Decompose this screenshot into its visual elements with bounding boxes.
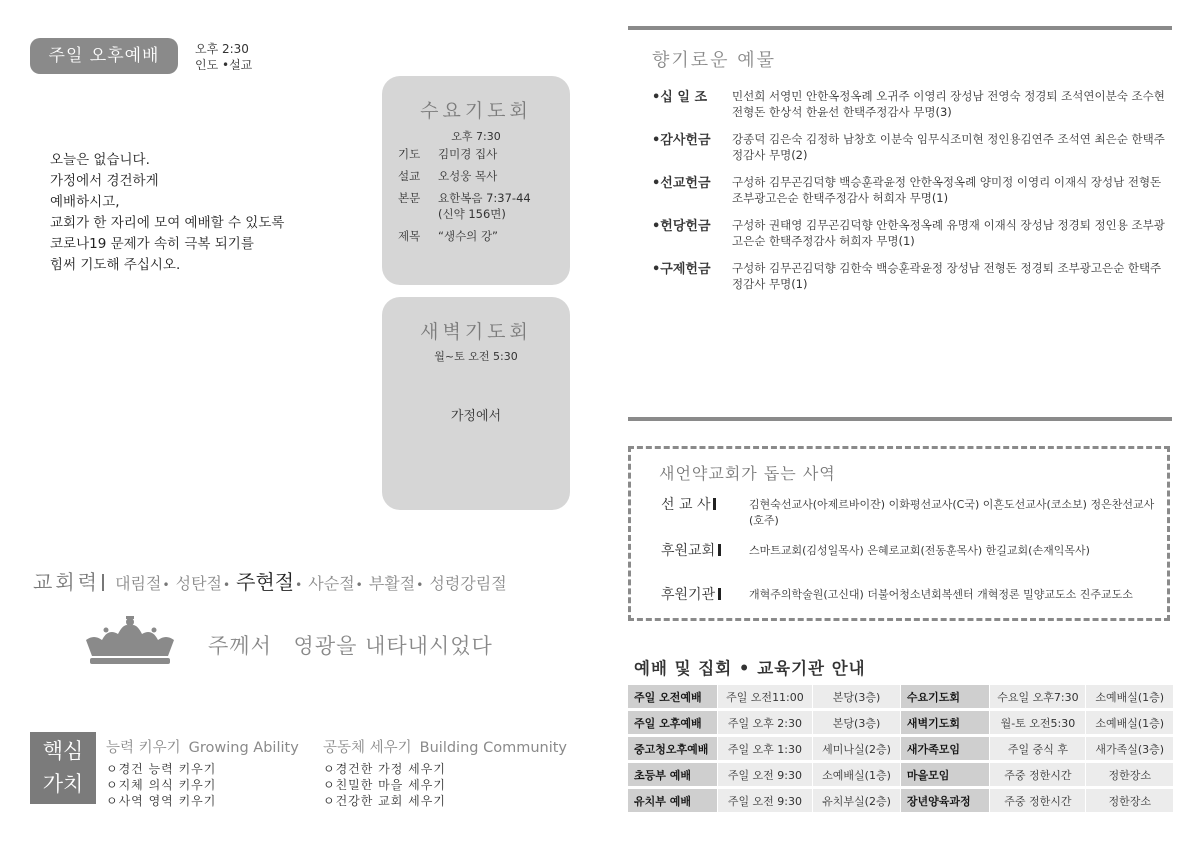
afternoon-service-info <box>195 41 252 73</box>
table-row <box>628 789 1174 812</box>
label-bar <box>718 588 721 600</box>
meeting-name: 주일 오전예배 <box>628 685 718 708</box>
detail-value: “생수의 강” <box>438 229 499 243</box>
offering-building <box>652 217 1172 249</box>
afternoon-service-badge: 주일 오후예배 <box>30 38 178 74</box>
supported-ministries-box <box>628 446 1170 621</box>
label-bar <box>718 544 721 556</box>
core-values-badge <box>30 732 96 804</box>
offering-label: •구제헌금 <box>652 262 711 277</box>
season-easter: 부활절 <box>368 574 416 593</box>
bullet-dot: • <box>295 578 303 592</box>
label-text: 후원교회 <box>661 543 716 559</box>
wednesday-prayer-card <box>382 76 570 285</box>
afternoon-time: 오후 2:30 <box>195 42 249 56</box>
offering-names: 민선희 서영민 안한옥정옥례 오귀주 이영리 장성남 전영숙 정경퇴 조석연이분숙 조수현 전형돈 한상석 한윤선 한택주정감사 무명(3) <box>732 89 1165 119</box>
meeting-name: 수요기도회 <box>901 685 991 708</box>
core-value-item: ㅇ경건 능력 키우기 <box>106 762 217 776</box>
meeting-place: 정한장소 <box>1086 789 1174 812</box>
meeting-time: 주일 오후 1:30 <box>718 737 814 760</box>
season-christmas: 성탄절 <box>175 574 222 593</box>
meeting-name: 마을모임 <box>901 763 991 786</box>
scripture-page: (신약 156면) <box>438 207 506 221</box>
message-line: 예배하시고, <box>50 194 120 210</box>
meeting-time: 주일 오전 9:30 <box>718 763 814 786</box>
offerings-list <box>652 88 1172 303</box>
section-rule <box>628 417 1172 421</box>
offerings-title: 향기로운 예물 <box>652 50 777 71</box>
message-line: 코로나19 문제가 속히 극복 되기를 <box>50 236 254 252</box>
title-ko: 능력 키우기 <box>106 740 181 756</box>
meeting-place: 세미나실(2층) <box>813 737 901 760</box>
offering-relief <box>652 260 1172 292</box>
ministry-missionaries <box>661 496 1159 529</box>
core-value-title <box>323 736 567 757</box>
core-value-item: ㅇ지체 의식 키우기 <box>106 778 217 792</box>
bullet-dot: • <box>355 578 363 592</box>
title-en: Building Community <box>419 740 568 756</box>
message-line: 가정에서 경건하게 <box>50 173 159 189</box>
season-pentecost: 성령강림절 <box>429 574 507 593</box>
detail-row-text <box>398 190 564 228</box>
table-row <box>628 763 1174 786</box>
offering-names: 구성하 권태영 김무곤김덕향 안한옥정옥례 유명재 이재식 장성남 정경퇴 정인용 조부광고은순 한택주정감사 허희자 무명(1) <box>732 218 1165 248</box>
season-epiphany-current: 주현절 <box>236 570 295 594</box>
season-advent: 대림절 <box>115 574 162 593</box>
table-row <box>628 737 1174 760</box>
meeting-name: 새가족모임 <box>901 737 991 760</box>
meeting-place: 본당(3층) <box>813 711 901 734</box>
detail-key: 본문 <box>398 191 421 205</box>
meeting-name: 주일 오후예배 <box>628 711 718 734</box>
offering-label: •십 일 조 <box>652 90 708 105</box>
core-value-item: ㅇ사역 영역 키우기 <box>106 794 217 808</box>
crown-icon <box>80 614 180 666</box>
ministry-value: 개혁주의학술원(고신대) 더불어청소년회복센터 개혁정론 밀양교도소 진주교도소 <box>749 588 1133 601</box>
meeting-name: 장년양육과정 <box>901 789 991 812</box>
divider <box>102 574 104 591</box>
detail-row-title <box>398 228 564 250</box>
meeting-place: 정한장소 <box>1086 763 1174 786</box>
message-line: 오늘은 없습니다. <box>50 152 150 168</box>
meeting-name: 초등부 예배 <box>628 763 718 786</box>
ministry-value: 스마트교회(김성일목사) 은혜로교회(전동훈목사) 한길교회(손재익목사) <box>749 544 1090 557</box>
detail-row-prayer <box>398 146 564 168</box>
detail-key: 제목 <box>398 229 421 243</box>
dawn-place: 가정에서 <box>450 409 502 424</box>
section-rule <box>628 26 1172 30</box>
offering-mission <box>652 174 1172 206</box>
season-lent: 사순절 <box>308 574 355 593</box>
wednesday-details <box>398 146 564 250</box>
badge-line: 핵심 <box>42 739 84 763</box>
meeting-name: 유치부 예배 <box>628 789 718 812</box>
meeting-time: 월-토 오전5:30 <box>990 711 1086 734</box>
ministry-churches <box>661 542 1159 560</box>
detail-value: 오성웅 목사 <box>438 169 498 183</box>
meeting-time: 주중 정한시간 <box>990 789 1086 812</box>
label-text: 선 교 사 <box>661 497 711 513</box>
detail-value <box>438 190 564 222</box>
core-value-title <box>106 736 299 757</box>
offering-names: 구성하 김무곤김덕향 김한숙 백승훈곽윤정 장성남 전형돈 정경퇴 조부광고은순 한택주정감사 무명(1) <box>732 261 1162 291</box>
meeting-place: 소예배실(1층) <box>1086 711 1174 734</box>
core-value-community <box>323 736 567 809</box>
wednesday-title: 수요기도회 <box>420 100 532 122</box>
meeting-place: 유치부실(2층) <box>813 789 901 812</box>
schedule-table <box>628 682 1174 815</box>
offering-label: •감사헌금 <box>652 133 711 148</box>
table-row <box>628 711 1174 734</box>
title-ko: 공동체 세우기 <box>323 740 412 756</box>
schedule-title: 예배 및 집회 • 교육기관 안내 <box>634 659 866 678</box>
theme-part: 영광을 내타내시었다 <box>293 634 493 658</box>
label-bar <box>713 498 716 510</box>
afternoon-message <box>50 150 284 276</box>
offering-names: 강종덕 김은숙 김정하 남창호 이분숙 임무식조미현 정인용김연주 조석연 최은순 한택주정감사 무명(2) <box>732 132 1165 162</box>
offering-thanks <box>652 131 1172 163</box>
core-value-item: ㅇ친밀한 마을 세우기 <box>323 778 446 792</box>
detail-row-sermon <box>398 168 564 190</box>
meeting-time: 수요일 오후7:30 <box>990 685 1086 708</box>
offering-label: •선교헌금 <box>652 176 711 191</box>
dawn-time: 월~토 오전 5:30 <box>434 350 518 363</box>
ministry-label <box>661 586 749 604</box>
offering-label: •헌당헌금 <box>652 219 711 234</box>
dawn-prayer-card <box>382 297 570 510</box>
meeting-place: 본당(3층) <box>813 685 901 708</box>
offering-tithe <box>652 88 1172 120</box>
core-value-ability <box>106 736 299 809</box>
title-en: Growing Ability <box>188 740 299 756</box>
offering-names: 구성하 김무곤김덕향 백승훈곽윤정 안한옥정옥례 양미정 이영리 이재식 장성남 전형돈 조부광고은순 한택주정감사 허희자 무명(1) <box>732 175 1162 205</box>
wednesday-time: 오후 7:30 <box>451 130 501 143</box>
label-text: 후원기관 <box>661 587 716 603</box>
dawn-title: 새벽기도회 <box>420 321 532 343</box>
meeting-time: 주일 오전 9:30 <box>718 789 814 812</box>
message-line: 교회가 한 자리에 모여 예배할 수 있도록 <box>50 215 285 231</box>
meeting-place: 소예배실(1층) <box>813 763 901 786</box>
ministries-title: 새언약교회가 돕는 사역 <box>659 464 836 483</box>
ministry-organizations <box>661 586 1159 604</box>
ministry-label <box>661 496 749 529</box>
detail-key: 기도 <box>398 147 421 161</box>
epiphany-theme <box>208 630 493 660</box>
message-line: 힘써 기도해 주십시오. <box>50 257 181 273</box>
ministry-value: 김현숙선교사(아제르바이잔) 이화평선교사(C국) 이흔도선교사(코소보) 정은찬선교사(호주) <box>749 498 1155 527</box>
detail-key: 설교 <box>398 169 421 183</box>
bullet-dot: • <box>222 578 231 592</box>
meeting-place: 소예배실(1층) <box>1086 685 1174 708</box>
meeting-time: 주중 정한시간 <box>990 763 1086 786</box>
meeting-time: 주일 중식 후 <box>990 737 1086 760</box>
core-value-item: ㅇ건강한 교회 세우기 <box>323 794 446 808</box>
theme-part: 주께서 <box>208 634 272 658</box>
meeting-time: 주일 오전11:00 <box>718 685 814 708</box>
core-value-item: ㅇ경건한 가정 세우기 <box>323 762 446 776</box>
meeting-place: 새가족실(3층) <box>1086 737 1174 760</box>
scripture-ref: 요한복음 7:37-44 <box>438 191 531 205</box>
table-row <box>628 685 1174 708</box>
meeting-name: 중고청오후예배 <box>628 737 718 760</box>
bullet-dot: • <box>162 578 170 592</box>
meeting-name: 새벽기도회 <box>901 711 991 734</box>
church-calendar <box>33 566 593 592</box>
detail-value: 김미경 집사 <box>438 147 498 161</box>
bullet-dot: • <box>416 578 424 592</box>
meeting-time: 주일 오후 2:30 <box>718 711 814 734</box>
church-calendar-label: 교회력 <box>33 570 100 594</box>
ministry-label <box>661 542 749 560</box>
badge-line: 가치 <box>42 772 84 796</box>
afternoon-role: 인도 •설교 <box>195 58 253 72</box>
